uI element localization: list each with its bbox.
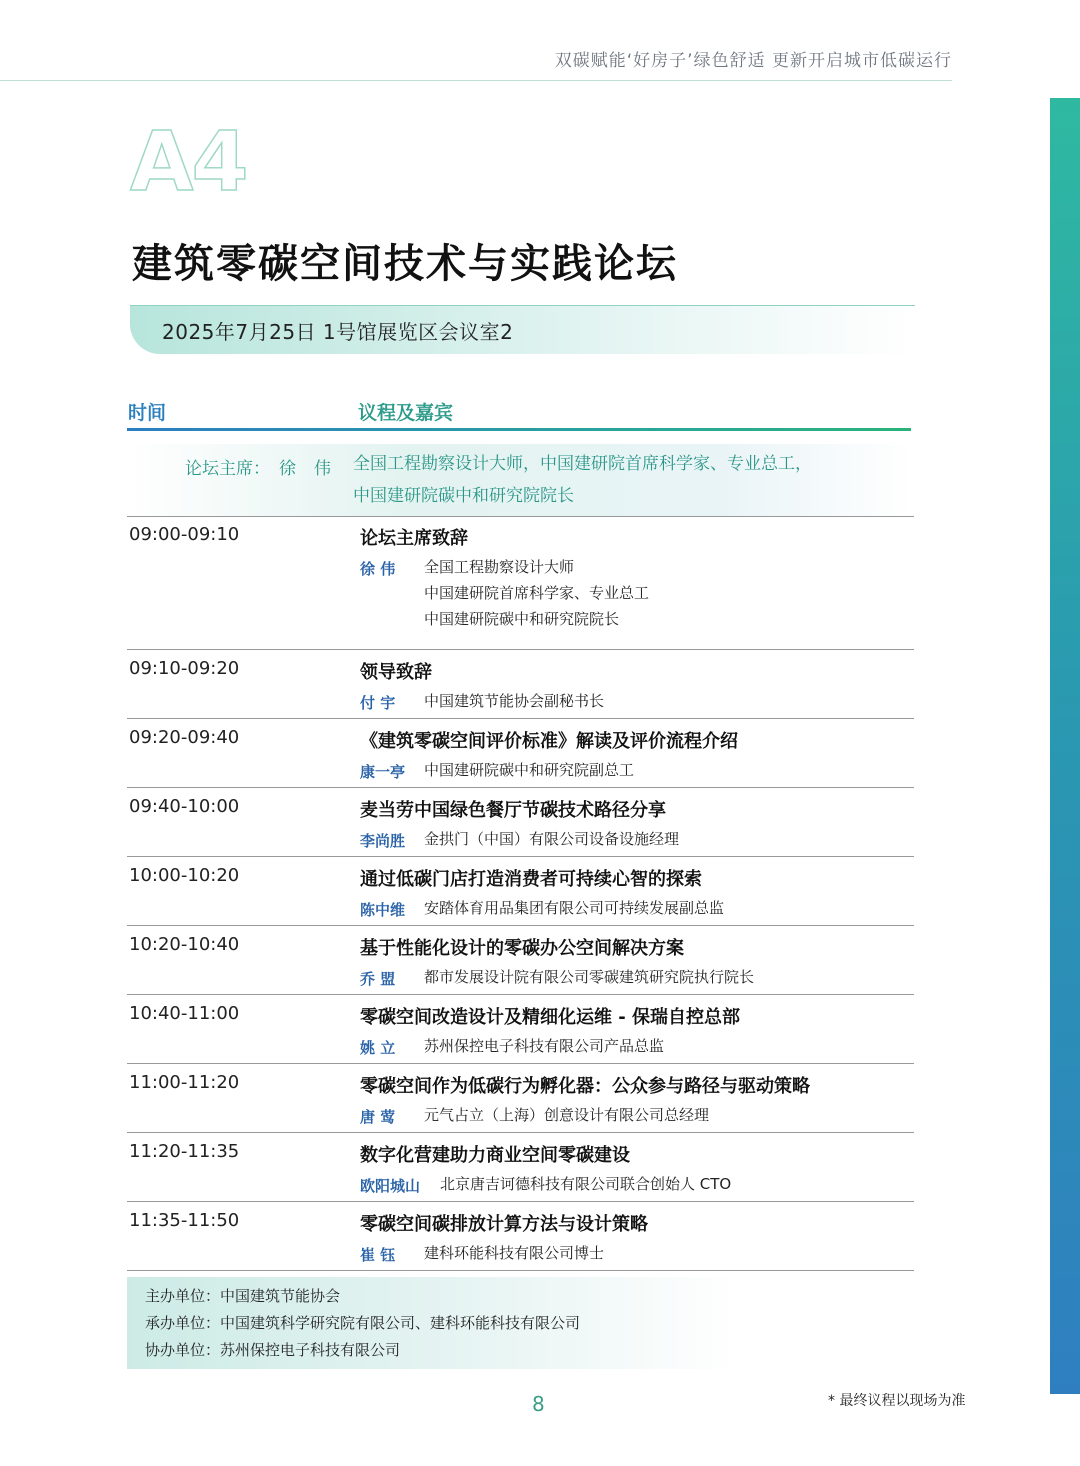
- session-speaker: 姚 立: [360, 1039, 396, 1057]
- session-speaker: 徐 伟: [360, 560, 396, 578]
- page-number: 8: [532, 1392, 545, 1416]
- agenda-row: [127, 650, 914, 719]
- session-topic: 数字化营建助力商业空间零碳建设: [360, 1145, 630, 1166]
- header-tagline: 双碳赋能‘好房子’绿色舒适 更新开启城市低碳运行: [554, 51, 952, 71]
- organizing-unit: 承办单位：中国建筑科学研究院有限公司、建科环能科技有限公司: [145, 1314, 581, 1332]
- agenda-row: [127, 1202, 914, 1271]
- section-code: A4: [130, 115, 247, 210]
- date-location-text: 2025年7月25日 1号馆展览区会议室2: [162, 320, 514, 344]
- speaker-title: 中国建筑节能协会副秘书长: [424, 692, 605, 710]
- column-header-time: 时间: [128, 402, 167, 424]
- session-time: 10:40-11:00: [129, 1003, 240, 1024]
- agenda-table: [127, 516, 914, 1271]
- footnote: * 最终议程以现场为准: [828, 1393, 966, 1409]
- session-topic: 领导致辞: [360, 662, 432, 683]
- speaker-title: 全国工程勘察设计大师: [424, 558, 575, 576]
- speaker-titles: [424, 1244, 604, 1270]
- agenda-row: [127, 516, 914, 650]
- speaker-titles: [440, 1175, 731, 1201]
- session-speaker: 陈中维: [360, 901, 406, 919]
- session-time: 11:20-11:35: [129, 1141, 240, 1162]
- speaker-titles: [424, 968, 754, 994]
- session-speaker: 付 宇: [360, 694, 396, 712]
- speaker-titles: [424, 830, 679, 856]
- speaker-title: 都市发展设计院有限公司零碳建筑研究院执行院长: [424, 968, 755, 986]
- session-topic: 基于性能化设计的零碳办公空间解决方案: [360, 938, 684, 959]
- session-speaker: 唐 莺: [360, 1108, 396, 1126]
- session-topic: 麦当劳中国绿色餐厅节碳技术路径分享: [360, 800, 666, 821]
- speaker-title: 中国建研院碳中和研究院副总工: [424, 761, 635, 779]
- speaker-titles: [424, 1106, 709, 1132]
- forum-chair-box: [127, 444, 914, 517]
- column-header-agenda: 议程及嘉宾: [358, 402, 454, 424]
- speaker-title: 苏州保控电子科技有限公司产品总监: [424, 1037, 665, 1055]
- chair-label: 论坛主席：: [185, 459, 270, 479]
- chair-desc-line: 中国建研院碳中和研究院院长: [353, 486, 574, 506]
- session-topic: 零碳空间改造设计及精细化运维 - 保瑞自控总部: [360, 1007, 741, 1028]
- session-time: 09:10-09:20: [129, 658, 240, 679]
- speaker-titles: [424, 899, 724, 925]
- speaker-title: 元气占立（上海）创意设计有限公司总经理: [424, 1106, 710, 1124]
- chair-desc-line: 全国工程勘察设计大师，中国建研院首席科学家、专业总工，: [353, 454, 812, 474]
- session-time: 09:40-10:00: [129, 796, 240, 817]
- speaker-title: 北京唐吉诃德科技有限公司联合创始人 CTO: [440, 1175, 732, 1193]
- session-topic: 零碳空间碳排放计算方法与设计策略: [360, 1214, 648, 1235]
- session-time: 10:00-10:20: [129, 865, 240, 886]
- speaker-title: 安踏体育用品集团有限公司可持续发展副总监: [424, 899, 725, 917]
- session-speaker: 乔 盟: [360, 970, 396, 988]
- speaker-title: 中国建研院碳中和研究院院长: [424, 610, 620, 628]
- session-time: 09:00-09:10: [129, 524, 240, 545]
- agenda-row: [127, 719, 914, 788]
- speaker-titles: [424, 558, 649, 636]
- header-divider: [0, 80, 952, 81]
- session-time: 11:00-11:20: [129, 1072, 240, 1093]
- chair-name: 徐伟: [279, 459, 349, 479]
- agenda-row: [127, 995, 914, 1064]
- session-time: 11:35-11:50: [129, 1210, 240, 1231]
- speaker-titles: [424, 1037, 664, 1063]
- session-time: 09:20-09:40: [129, 727, 240, 748]
- agenda-row: [127, 1133, 914, 1202]
- session-topic: 《建筑零碳空间评价标准》解读及评价流程介绍: [360, 731, 738, 752]
- page-title: 建筑零碳空间技术与实践论坛: [132, 241, 678, 287]
- session-speaker: 欧阳城山: [360, 1177, 421, 1195]
- speaker-title: 中国建研院首席科学家、专业总工: [424, 584, 650, 602]
- speaker-titles: [424, 692, 604, 718]
- agenda-row: [127, 1064, 914, 1133]
- session-speaker: 李尚胜: [360, 832, 406, 850]
- speaker-title: 建科环能科技有限公司博士: [424, 1244, 605, 1262]
- agenda-row: [127, 788, 914, 857]
- date-location-bar: [130, 305, 915, 354]
- column-header-rule: [127, 428, 911, 431]
- speaker-title: 金拱门（中国）有限公司设备设施经理: [424, 830, 680, 848]
- host-organizer: 主办单位：中国建筑节能协会: [145, 1287, 341, 1305]
- session-topic: 零碳空间作为低碳行为孵化器：公众参与路径与驱动策略: [360, 1076, 810, 1097]
- side-gradient-bar: [1050, 98, 1080, 1394]
- agenda-row: [127, 857, 914, 926]
- chair-description: [353, 454, 893, 512]
- agenda-row: [127, 926, 914, 995]
- co-organizer: 协办单位：苏州保控电子科技有限公司: [145, 1341, 401, 1359]
- speaker-titles: [424, 761, 634, 787]
- session-topic: 通过低碳门店打造消费者可持续心智的探索: [360, 869, 702, 890]
- session-time: 10:20-10:40: [129, 934, 240, 955]
- session-speaker: 康一亭: [360, 763, 406, 781]
- session-speaker: 崔 钰: [360, 1246, 396, 1264]
- organizers-box: [127, 1277, 737, 1369]
- session-topic: 论坛主席致辞: [360, 528, 468, 549]
